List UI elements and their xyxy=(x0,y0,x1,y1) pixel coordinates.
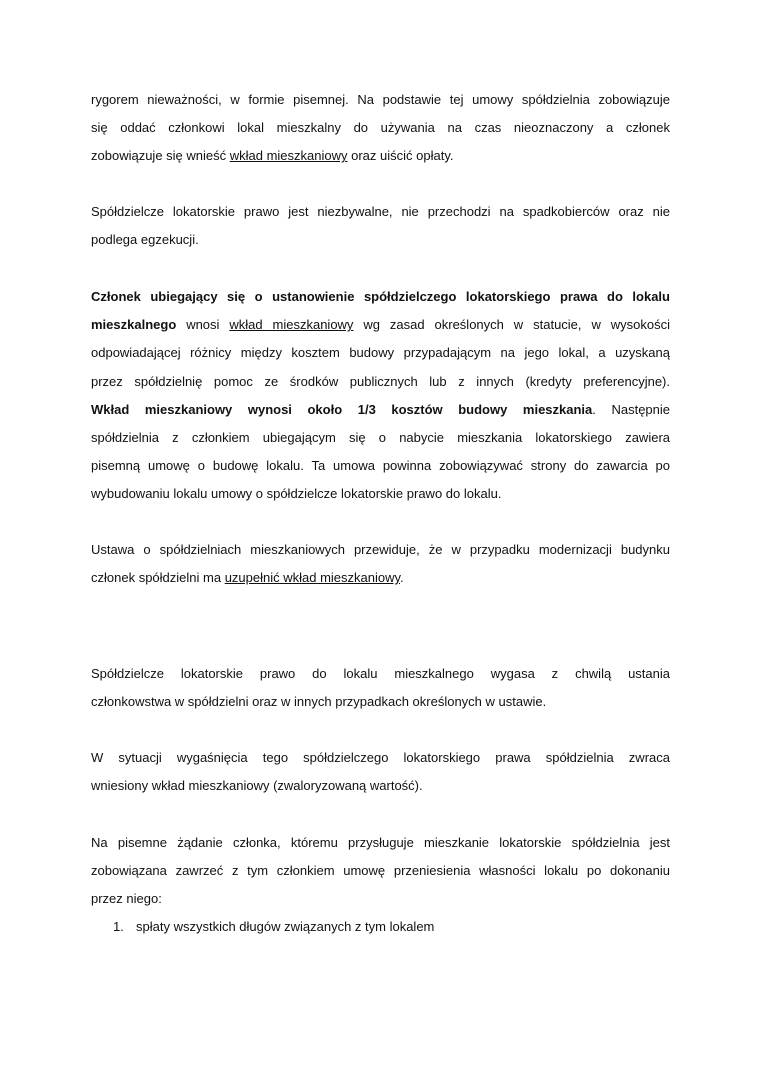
line: wybudowaniu lokalu umowy o spółdzielcze lokatorskie prawo do lokalu. xyxy=(91,486,502,502)
line: rygorem nieważności, w formie pisemnej. Na podstawie tej umowy spółdzielnia zobowiązuje xyxy=(91,92,670,107)
line: zobowiązana zawrzeć z tym członkiem umowę przeniesienia własności lokalu po dokonaniu xyxy=(91,863,670,879)
text-run: wnosi xyxy=(176,317,230,333)
line xyxy=(91,396,670,424)
list-number: 1. xyxy=(113,919,124,934)
line: przez spółdzielnię pomoc ze środków publicznych lub z innych (kredyty preferencyjne). xyxy=(91,373,670,389)
underlined-term: wkład mieszkaniowy xyxy=(229,317,354,333)
text-run: wg zasad określonych w statucie, w wysokości xyxy=(353,317,670,333)
bold-term: mieszkalnego xyxy=(91,317,177,333)
line: W sytuacji wygaśnięcia tego spółdzielczego lokatorskiego prawa spółdzielnia zwraca xyxy=(91,750,670,765)
line xyxy=(91,142,670,170)
list-item-text: spłaty wszystkich długów związanych z tym lokalem xyxy=(136,919,435,934)
line-bold: Członek ubiegający się o ustanowienie spółdzielczego lokatorskiego prawa do lokalu xyxy=(91,289,670,304)
list-item xyxy=(113,916,434,938)
paragraph-4 xyxy=(91,536,670,592)
line: członkowstwa w spółdzielni oraz w innych przypadkach określonych w ustawie. xyxy=(91,694,547,710)
line: Spółdzielcze lokatorskie prawo jest niezbywalne, nie przechodzi na spadkobierców oraz nie xyxy=(91,204,670,219)
underlined-term: wkład mieszkaniowy xyxy=(229,148,348,164)
paragraph-6 xyxy=(91,744,670,800)
line: Ustawa o spółdzielniach mieszkaniowych przewiduje, że w przypadku modernizacji budynku xyxy=(91,542,670,557)
bold-term: Wkład mieszkaniowy wynosi około 1/3 kosztów budowy mieszkania xyxy=(91,401,593,417)
text-run: członek spółdzielni ma xyxy=(91,570,225,586)
line: Spółdzielcze lokatorskie prawo do lokalu mieszkalnego wygasa z chwilą ustania xyxy=(91,666,670,681)
line: odpowiadającej różnicy między kosztem budowy przypadającym na jego lokal, a uzyskaną xyxy=(91,345,670,361)
text-run: zobowiązuje się wnieść xyxy=(91,148,230,164)
paragraph-5 xyxy=(91,660,670,716)
paragraph-3 xyxy=(91,283,670,509)
line: Na pisemne żądanie członka, któremu przysługuje mieszkanie lokatorskie spółdzielnia jest xyxy=(91,835,670,850)
paragraph-7 xyxy=(91,829,670,914)
line: pisemną umowę o budowę lokalu. Ta umowa powinna zobowiązywać strony do zawarcia po xyxy=(91,458,670,474)
line: podlega egzekucji. xyxy=(91,232,199,248)
underlined-term: uzupełnić wkład mieszkaniowy xyxy=(224,570,401,586)
line: się oddać członkowi lokal mieszkalny do używania na czas nieoznaczony a członek xyxy=(91,120,670,136)
line: wniesiony wkład mieszkaniowy (zwaloryzowaną wartość). xyxy=(91,778,423,794)
text-run: . xyxy=(400,570,404,586)
line xyxy=(91,564,670,592)
line xyxy=(91,311,670,339)
text-run: oraz uiścić opłaty. xyxy=(347,148,454,164)
paragraph-1 xyxy=(91,86,670,171)
line: spółdzielnia z członkiem ubiegającym się o nabycie mieszkania lokatorskiego zawiera xyxy=(91,430,670,446)
text-run: . Następnie xyxy=(592,401,671,417)
line: przez niego: xyxy=(91,891,162,907)
paragraph-2 xyxy=(91,198,670,254)
